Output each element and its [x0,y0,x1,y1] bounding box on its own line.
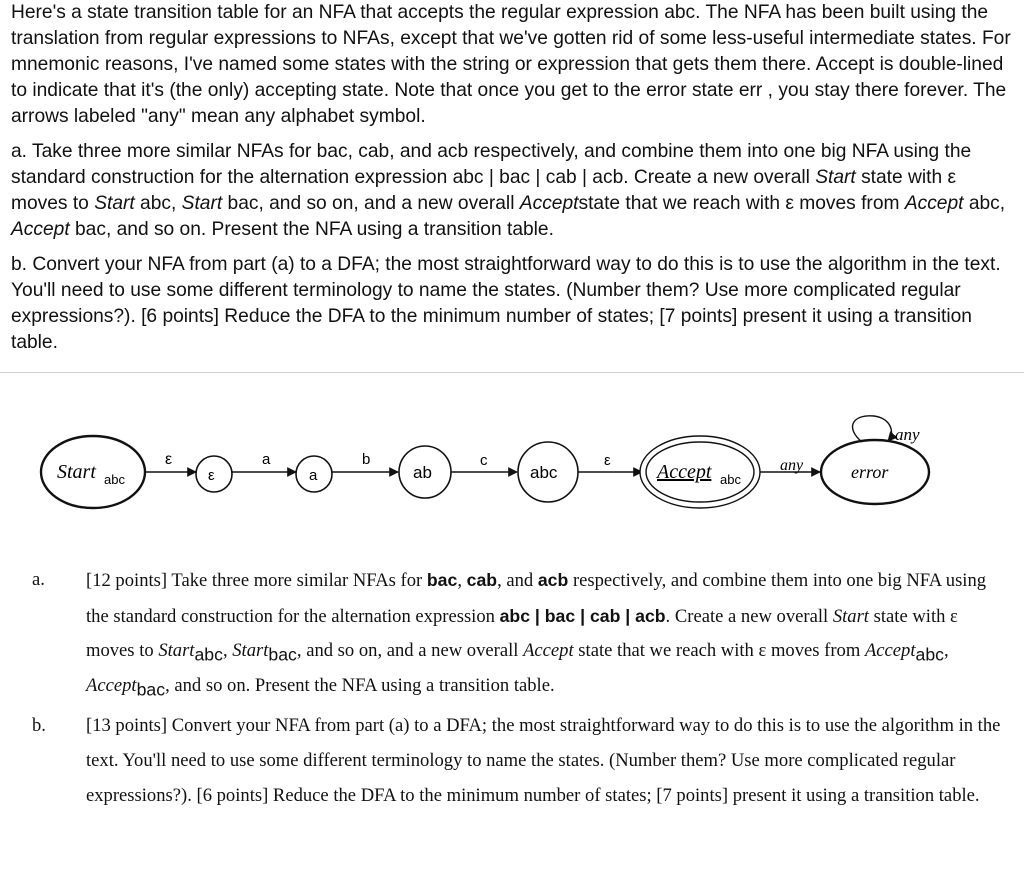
accept-term: Accept [523,640,574,662]
edge-label-eps-2: ε [604,452,611,469]
text-run: state with ε moves to [11,167,957,214]
start-term: Start [232,640,269,662]
nfa-diagram [0,400,1024,530]
start-term: Start [181,193,223,214]
edge-label-a: a [262,451,271,468]
intro-paragraph: Here's a state transition table for an NFA that accepts the regular expression abc. The NFA has been built using the translation from regular expressions to NFAs, except that we've gotten rid of some less-useful intermediate states. For mnemonic reasons, I've named some states with the string or expression that gets them there. Accept is double-lined to indicate that it's (the only) accepting state. Note that once you get to the error state err , you stay there forever. The arrows labeled "any" mean any alphabet symbol. [11,2,1011,127]
text-run: . Create a new overall [665,605,833,627]
ab-state-label: ab [413,463,432,482]
divider [0,372,1024,373]
text-run: , and so on, and a new overall [296,640,524,662]
error-self-loop [853,416,892,442]
edge-label-c: c [480,452,488,469]
text-run: state with ε moves to [86,605,958,662]
text-run: , and [497,570,538,591]
code-term: bac [426,570,458,590]
start-term: Start [815,167,856,188]
start-term: Start [158,640,195,662]
edge-label-any: any [780,457,804,474]
code-expression: abc | bac | cab | acb [499,605,666,626]
part-b-paragraph: b. Convert your NFA from part (a) to a DFA; the most straightforward way to do this is to use the algorithm in the text. You'll need to use some different terminology to name the states. (Number them? Use more complicated regular expressions?). [6 points] Reduce the DFA to the minimum number of states; [7 points] present it using a transition table. [11,254,1001,353]
text-run: abc, [963,193,1006,214]
accept-term: Accept [904,193,964,214]
code-term: cab [466,570,498,590]
start-term: Start [94,193,135,214]
start-term: Start [832,605,869,627]
text-run: , [222,640,233,662]
text-run: state that we reach with ε moves from [578,193,905,214]
a-state-label: a [309,467,318,484]
question-b [0,709,1024,813]
text-run: a. Take three more similar NFAs for bac, cab, and acb respectively, and combine them into one big NFA using the standard construction for the alternation expression abc | bac | cab | acb. Create a new overall [11,141,972,188]
edge-label-eps-1: ε [165,451,173,468]
intro-text [11,0,1011,365]
text-run: , and so on. Present the NFA using a transition table. [165,674,555,696]
code-term: acb [537,570,569,590]
accept-term: Accept [864,640,916,662]
part-a-paragraph [11,139,1011,243]
accept-term: Accept [11,219,70,240]
subscript: bac [268,644,297,665]
text-run: [12 points] Take three more similar NFAs for [86,570,427,591]
question-a-body [86,563,1006,703]
text-run: respectively, and combine them into one big NFA using the standard construction for the alternation expression [86,570,987,627]
question-a [0,563,1024,703]
accept-state-label: Accept [657,461,712,483]
question-b-body: [13 points] Convert your NFA from part (a) to a DFA; the most straightforward way to do this is to use the algorithm in the text. You'll need to use some different terminology to name the states. (Number them? Use more complicated regular expressions?). [6 points] Reduce the DFA to the minimum number of states; [7 points] present it using a transition table. [86,715,1001,806]
text-run: bac, and so on. Present the NFA using a transition table. [69,219,554,240]
abc-state-label: abc [530,463,558,482]
text-run: abc, [134,193,182,214]
subscript: abc [194,644,223,665]
accept-state-subscript: abc [720,472,741,487]
text-run: , [457,570,467,591]
start-state-subscript: abc [104,472,125,487]
loop-label-any: any [895,425,920,444]
printed-questions [0,563,1024,813]
accept-term: Accept [86,674,137,696]
subscript: bac [136,679,166,700]
subscript: abc [915,644,944,665]
question-b-marker: b. [32,715,46,737]
text-run: state that we reach with ε moves from [573,640,865,662]
text-run: , [944,640,949,662]
accept-term: Accept [519,193,579,214]
start-state-label: Start [57,461,96,483]
edge-label-b: b [362,451,371,468]
error-state-label: error [851,462,889,482]
question-a-marker: a. [32,569,45,590]
text-run: bac, and so on, and a new overall [222,193,520,214]
eps-state-label: ε [208,467,215,484]
